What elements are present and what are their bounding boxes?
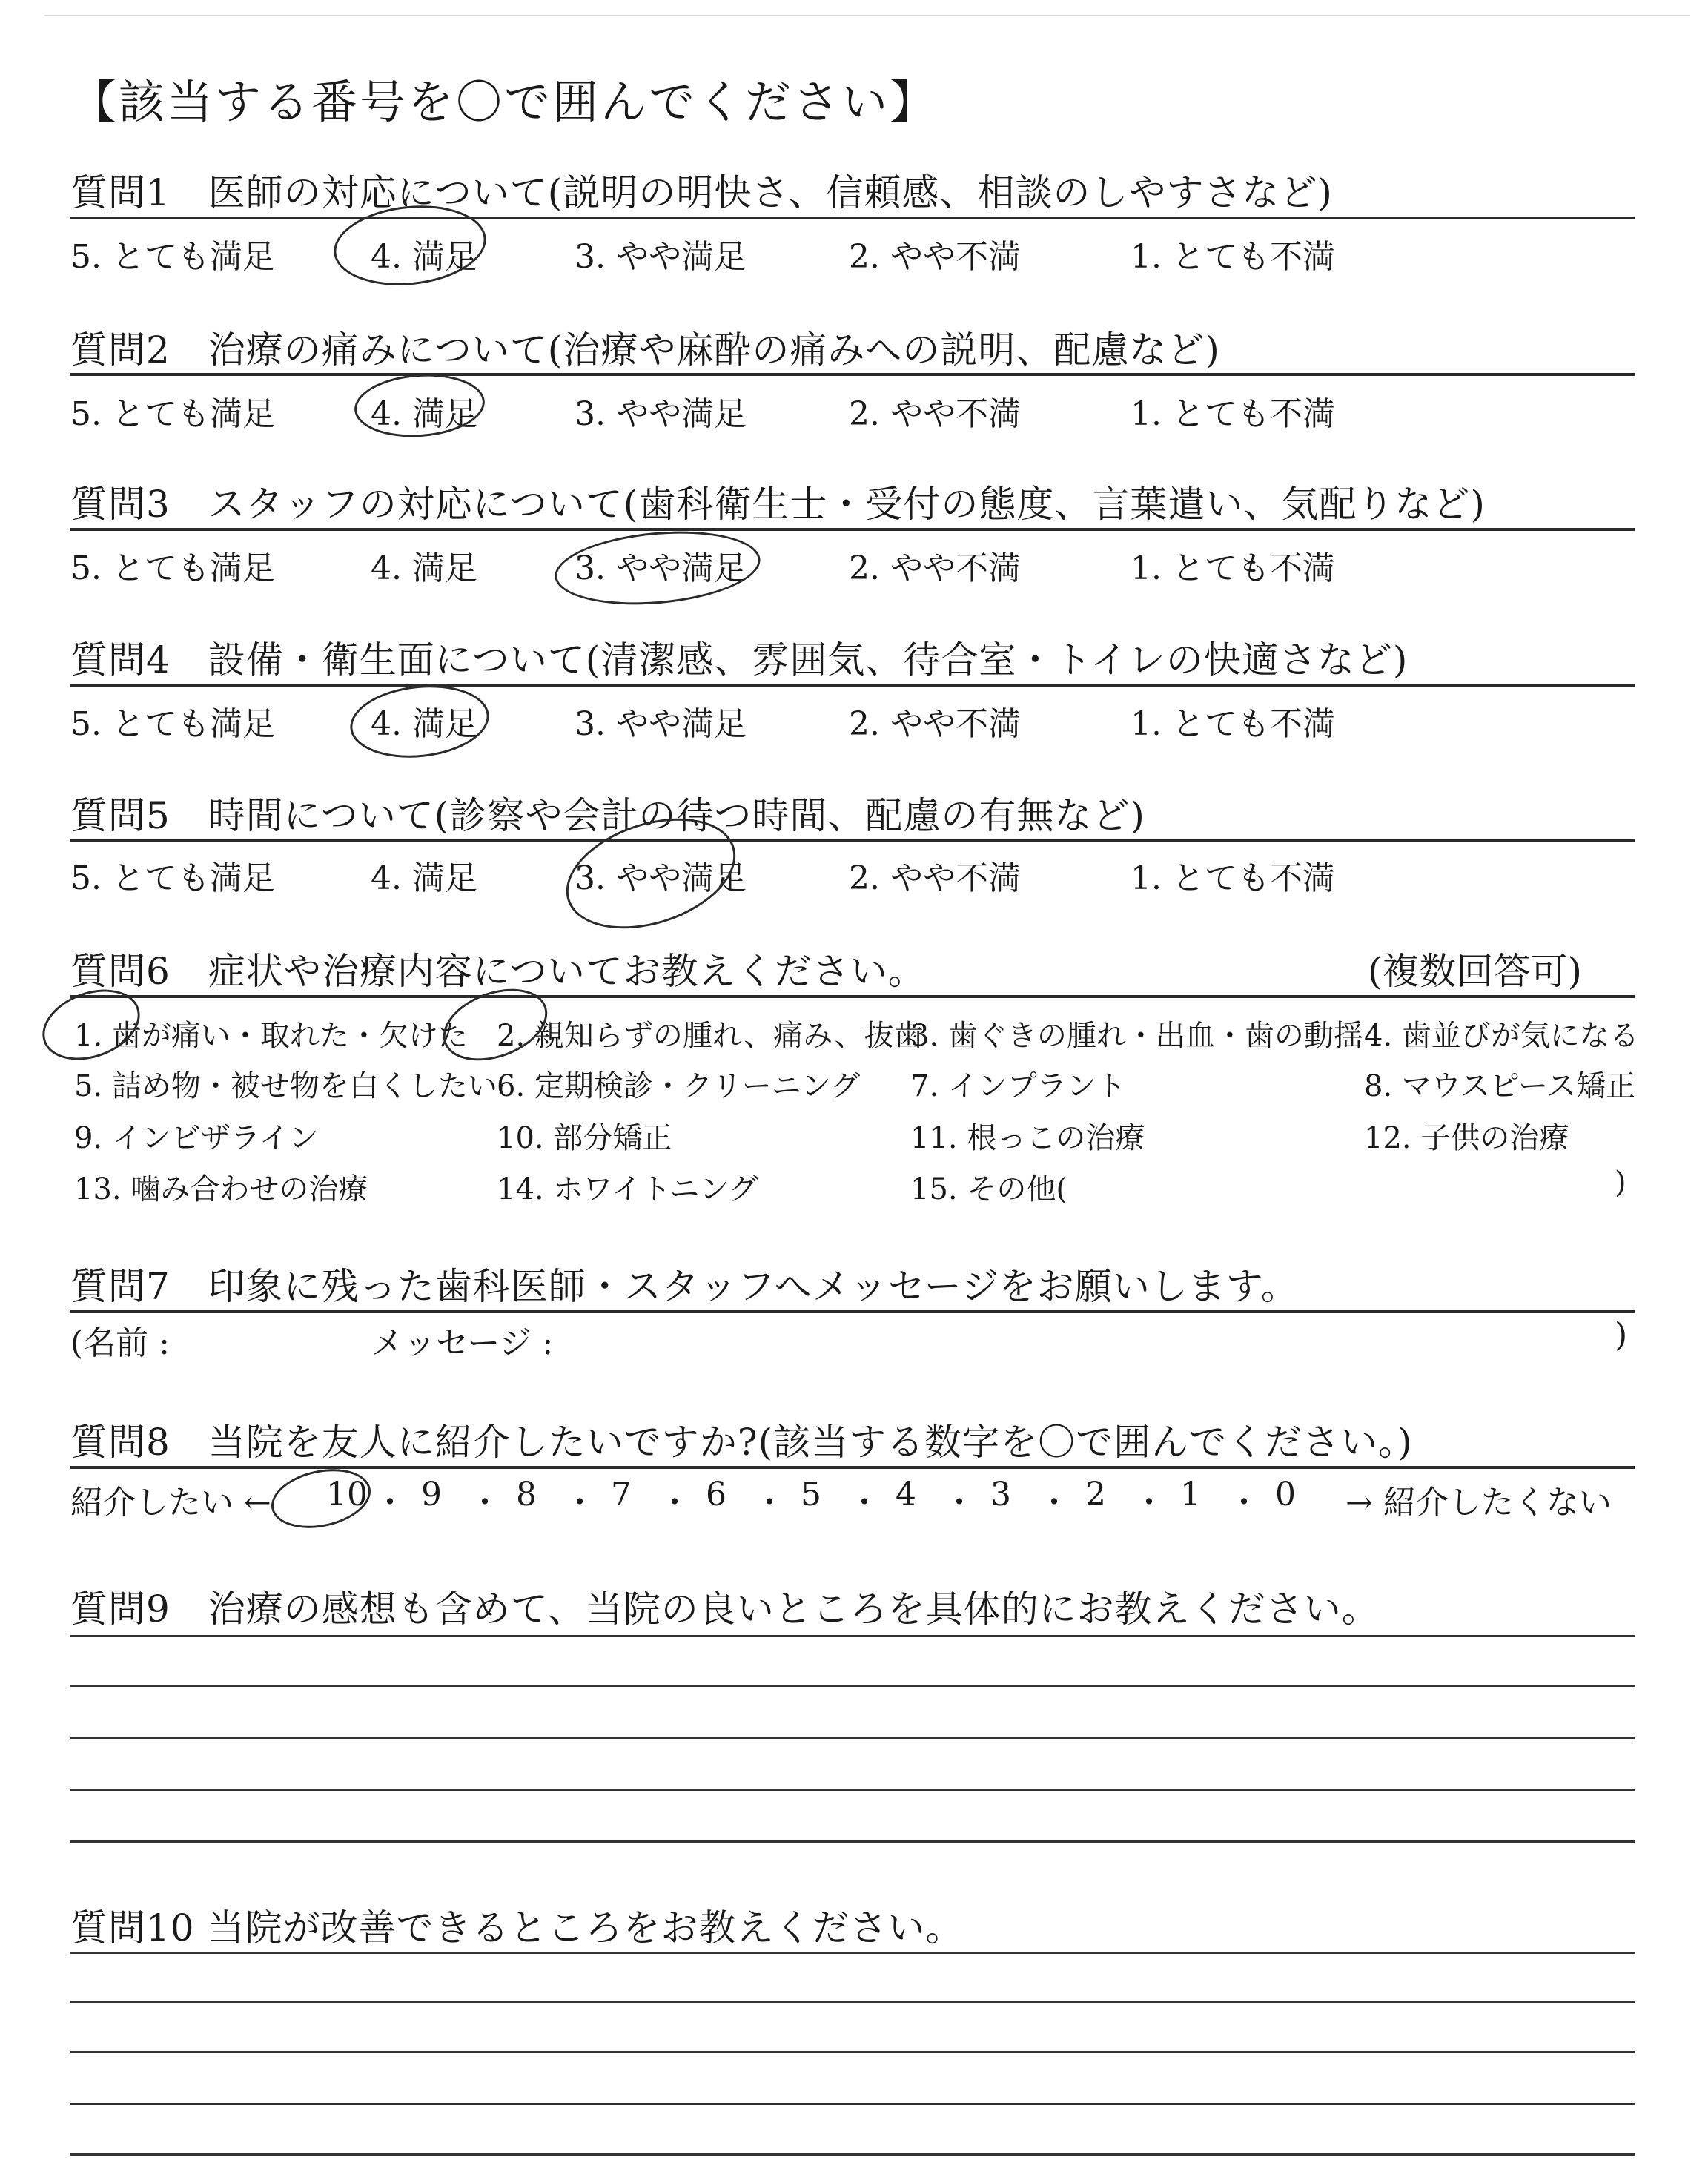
q6-option-4[interactable]: 4. 歯並びが気になる xyxy=(1364,1019,1639,1053)
q5-title: 質問5 時間について(診察や会計の待つ時間、配慮の有無など) xyxy=(70,794,1145,837)
q8-scale-separator: ・ xyxy=(943,1484,976,1522)
q9-rule xyxy=(70,1635,1635,1637)
q10-answer-line[interactable] xyxy=(70,2001,1635,2003)
q8-scale-separator: ・ xyxy=(469,1484,501,1522)
q6-option-14[interactable]: 14. ホワイトニング xyxy=(497,1172,758,1206)
q10-rule xyxy=(70,1952,1635,1954)
q4-option-3[interactable]: 3. やや満足 xyxy=(575,705,747,743)
q4-title: 質問4 設備・衛生面について(清潔感、雰囲気、待合室・トイレの快適さなど) xyxy=(70,638,1409,681)
q6-option-3[interactable]: 3. 歯ぐきの腫れ・出血・歯の動揺 xyxy=(910,1019,1363,1053)
q4-option-1[interactable]: 1. とても不満 xyxy=(1131,705,1335,743)
q6-option-9[interactable]: 9. インビザライン xyxy=(74,1121,319,1155)
q8-scale-separator: ・ xyxy=(753,1484,786,1522)
top-divider xyxy=(44,15,1690,16)
q6-option-5[interactable]: 5. 詰め物・被せ物を白くしたい xyxy=(74,1069,497,1103)
q1-option-4[interactable]: 4. 満足 xyxy=(371,238,477,276)
q9-answer-line[interactable] xyxy=(70,1685,1635,1687)
q5-option-1[interactable]: 1. とても不満 xyxy=(1131,859,1335,897)
q4-option-5[interactable]: 5. とても満足 xyxy=(70,705,275,743)
q8-scale-value[interactable]: 4 xyxy=(896,1476,916,1513)
q5-option-2[interactable]: 2. やや不満 xyxy=(849,859,1021,897)
q8-scale-separator: ・ xyxy=(1133,1484,1165,1522)
q6-option-15-close: ) xyxy=(1615,1166,1626,1200)
q3-option-4[interactable]: 4. 満足 xyxy=(371,549,477,587)
q6-rule xyxy=(70,995,1635,998)
q1-option-5[interactable]: 5. とても満足 xyxy=(70,238,275,276)
q9-answer-line[interactable] xyxy=(70,1840,1635,1843)
q5-option-3[interactable]: 3. やや満足 xyxy=(575,859,747,897)
q2-option-4[interactable]: 4. 満足 xyxy=(371,395,477,433)
q6-option-7[interactable]: 7. インプラント xyxy=(910,1069,1126,1103)
q1-option-3[interactable]: 3. やや満足 xyxy=(575,238,747,276)
q8-scale-separator: ・ xyxy=(563,1484,596,1522)
q5-option-5[interactable]: 5. とても満足 xyxy=(70,859,275,897)
q7-name-label: (名前 : xyxy=(70,1324,170,1362)
q1-rule xyxy=(70,217,1635,219)
q8-title: 質問8 当院を友人に紹介したいですか?(該当する数字を〇で囲んでください。) xyxy=(70,1421,1413,1464)
q7-title: 質問7 印象に残った歯科医師・スタッフへメッセージをお願いします。 xyxy=(70,1265,1299,1308)
q8-scale-separator: ・ xyxy=(658,1484,691,1522)
q8-scale-separator: ・ xyxy=(374,1484,406,1522)
q6-option-6[interactable]: 6. 定期検診・クリーニング xyxy=(497,1069,861,1103)
q6-option-1[interactable]: 1. 歯が痛い・取れた・欠けた xyxy=(74,1019,468,1053)
q3-title: 質問3 スタッフの対応について(歯科衛生士・受付の態度、言葉遣い、気配りなど) xyxy=(70,483,1486,526)
q2-option-1[interactable]: 1. とても不満 xyxy=(1131,395,1335,433)
q8-scale-value[interactable]: 3 xyxy=(990,1476,1011,1513)
q8-scale-value[interactable]: 8 xyxy=(516,1476,537,1513)
q8-left-label: 紹介したい ← xyxy=(70,1484,271,1522)
q2-rule xyxy=(70,373,1635,376)
q8-scale-value[interactable]: 1 xyxy=(1180,1476,1201,1513)
q1-option-1[interactable]: 1. とても不満 xyxy=(1131,238,1335,276)
q2-option-5[interactable]: 5. とても満足 xyxy=(70,395,275,433)
q10-title: 質問10 当院が改善できるところをお教えください。 xyxy=(70,1906,964,1949)
q8-rule xyxy=(70,1466,1635,1469)
q4-option-2[interactable]: 2. やや不満 xyxy=(849,705,1021,743)
q6-option-8[interactable]: 8. マウスピース矯正 xyxy=(1364,1069,1636,1103)
q9-answer-line[interactable] xyxy=(70,1789,1635,1791)
q8-scale-value[interactable]: 0 xyxy=(1275,1476,1296,1513)
q3-option-2[interactable]: 2. やや不満 xyxy=(849,549,1021,587)
q6-option-15[interactable]: 15. その他( xyxy=(910,1172,1068,1206)
q8-scale-value[interactable]: 6 xyxy=(706,1476,726,1513)
q6-option-11[interactable]: 11. 根っこの治療 xyxy=(910,1121,1145,1155)
q10-answer-line[interactable] xyxy=(70,2153,1635,2156)
q8-scale-value[interactable]: 10 xyxy=(326,1476,368,1513)
q7-message-label: メッセージ : xyxy=(371,1324,554,1362)
q1-title: 質問1 医師の対応について(説明の明快さ、信頼感、相談のしやすさなど) xyxy=(70,171,1333,214)
q8-right-label: → 紹介したくない xyxy=(1345,1484,1612,1522)
q8-scale-separator: ・ xyxy=(848,1484,881,1522)
q3-rule xyxy=(70,528,1635,531)
q2-option-2[interactable]: 2. やや不満 xyxy=(849,395,1021,433)
q8-scale-value[interactable]: 2 xyxy=(1085,1476,1106,1513)
q9-title: 質問9 治療の感想も含めて、当院の良いところを具体的にお教えください。 xyxy=(70,1588,1380,1631)
q6-option-2[interactable]: 2. 親知らずの腫れ、痛み、抜歯 xyxy=(497,1019,924,1053)
q3-option-1[interactable]: 1. とても不満 xyxy=(1131,549,1335,587)
q8-scale-value[interactable]: 7 xyxy=(611,1476,632,1513)
q2-option-3[interactable]: 3. やや満足 xyxy=(575,395,747,433)
q4-option-4[interactable]: 4. 満足 xyxy=(371,705,477,743)
q8-scale-value[interactable]: 5 xyxy=(801,1476,821,1513)
q3-option-5[interactable]: 5. とても満足 xyxy=(70,549,275,587)
q6-option-12[interactable]: 12. 子供の治療 xyxy=(1364,1121,1569,1155)
q8-scale-value[interactable]: 9 xyxy=(421,1476,442,1513)
q1-option-2[interactable]: 2. やや不満 xyxy=(849,238,1021,276)
q2-title: 質問2 治療の痛みについて(治療や麻酔の痛みへの説明、配慮など) xyxy=(70,328,1220,371)
q4-rule xyxy=(70,684,1635,687)
q6-multiple-answers-note: (複数回答可) xyxy=(1368,950,1583,993)
q10-answer-line[interactable] xyxy=(70,2051,1635,2053)
q6-option-13[interactable]: 13. 噛み合わせの治療 xyxy=(74,1172,368,1206)
q5-rule xyxy=(70,839,1635,842)
q7-close-paren: ) xyxy=(1615,1316,1628,1354)
q9-answer-line[interactable] xyxy=(70,1737,1635,1739)
q5-option-4[interactable]: 4. 満足 xyxy=(371,859,477,897)
q7-rule xyxy=(70,1310,1635,1313)
q6-option-10[interactable]: 10. 部分矯正 xyxy=(497,1121,672,1155)
q3-option-3[interactable]: 3. やや満足 xyxy=(575,549,747,587)
q6-title: 質問6 症状や治療内容についてお教えください。 xyxy=(70,950,926,993)
page-instruction: 【該当する番号を〇で囲んでください】 xyxy=(70,75,939,129)
q8-scale-separator: ・ xyxy=(1228,1484,1260,1522)
q10-answer-line[interactable] xyxy=(70,2103,1635,2105)
q8-scale-separator: ・ xyxy=(1038,1484,1070,1522)
